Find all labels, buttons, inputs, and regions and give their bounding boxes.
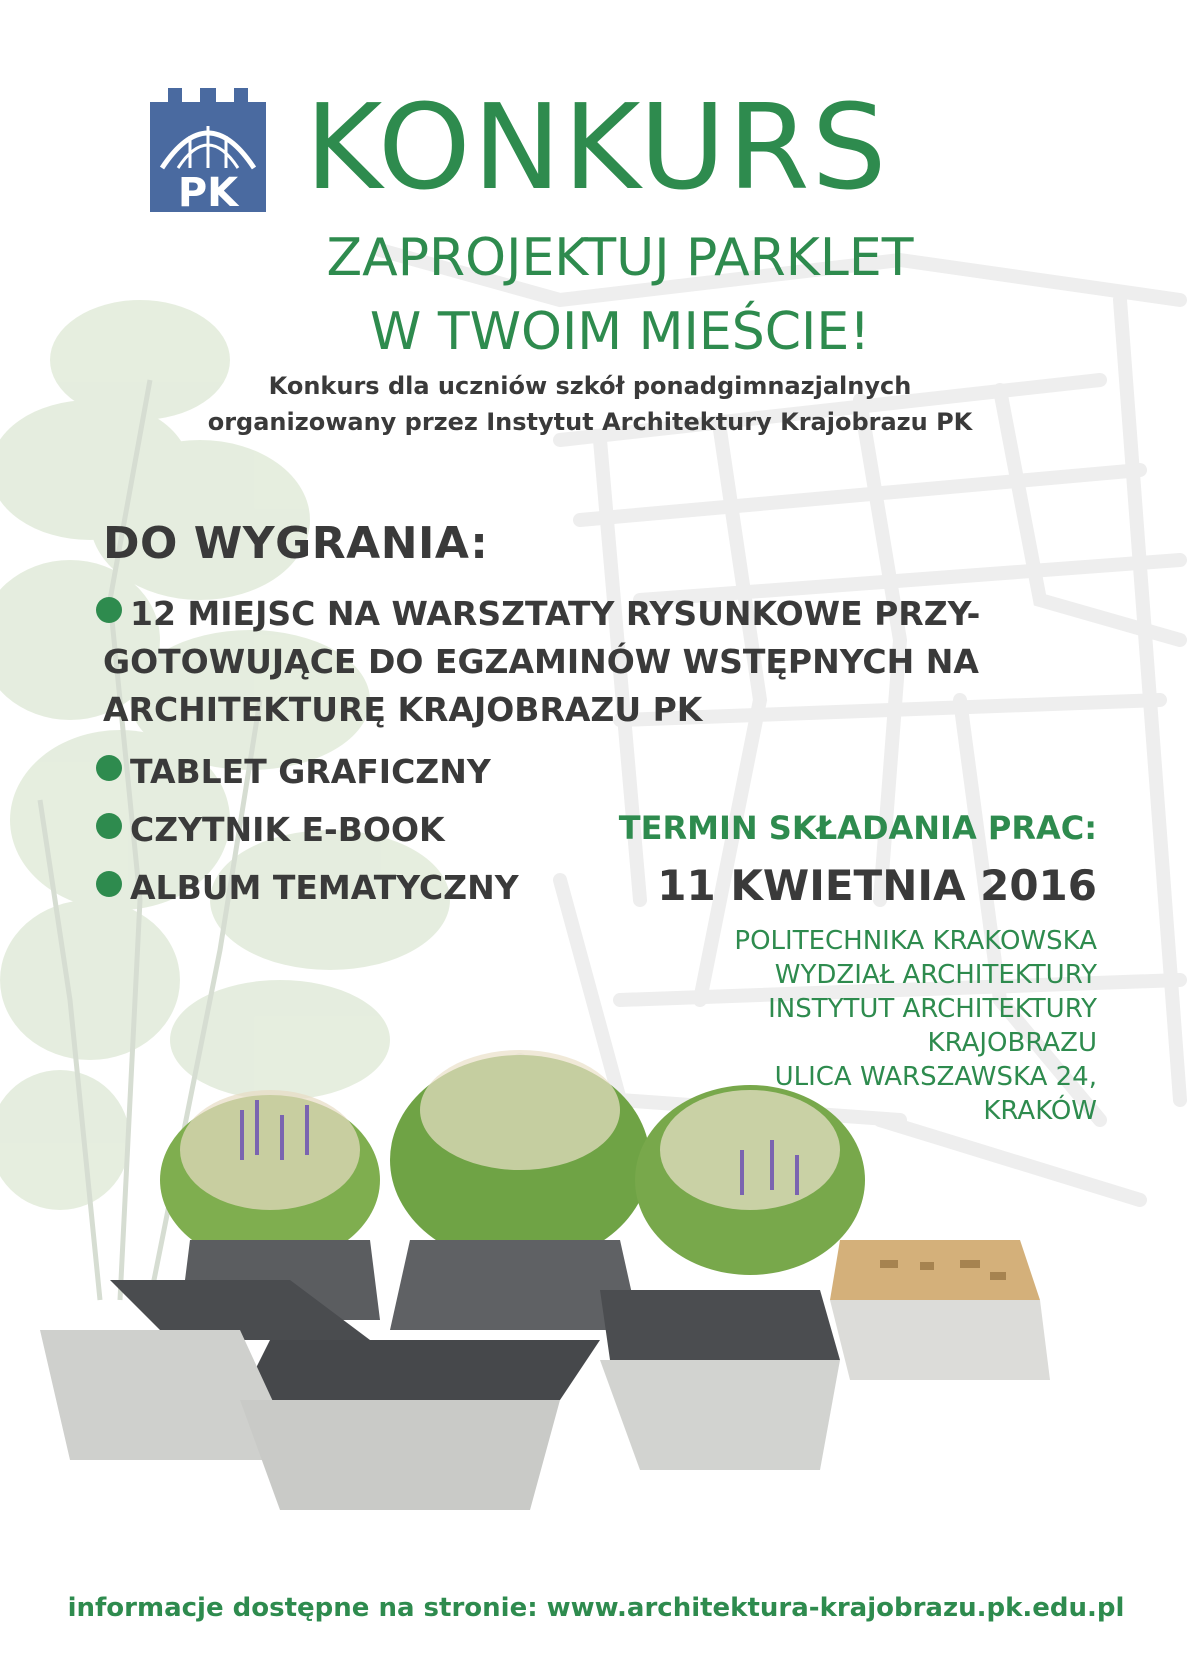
deadline-date: 11 KWIETNIA 2016	[657, 861, 1097, 910]
planter-middle	[390, 1240, 640, 1330]
deck-base	[830, 1300, 1050, 1380]
prize-line: TABLET GRAFICZNY	[130, 752, 491, 791]
pk-logo	[150, 88, 266, 212]
prize-item-ebook	[96, 806, 445, 854]
prize-line: ALBUM TEMATYCZNY	[130, 868, 519, 907]
address-line: POLITECHNIKA KRAKOWSKA	[734, 926, 1097, 956]
intro-line-2: organizowany przez Instytut Architektury Krajobrazu PK	[207, 408, 973, 436]
bench-seat-middle	[240, 1340, 600, 1400]
concrete-block-right	[600, 1360, 840, 1470]
prize-line-continued: ARCHITEKTURĘ KRAJOBRAZU PK	[103, 690, 703, 729]
subtitle-line-1: ZAPROJEKTUJ PARKLET	[326, 228, 914, 288]
footer-website-info: informacje dostępne na stronie: www.architektura-krajobrazu.pk.edu.pl	[67, 1593, 1125, 1623]
prizes-heading: DO WYGRANIA:	[103, 518, 489, 569]
prize-line: CZYTNIK E-BOOK	[130, 810, 445, 849]
deadline-label: TERMIN SKŁADANIA PRAC:	[618, 809, 1097, 847]
concrete-block-middle	[240, 1400, 560, 1510]
bench-seat-right	[600, 1290, 840, 1360]
page-title: KONKURS	[305, 78, 889, 216]
prize-item-tablet	[96, 748, 491, 796]
intro-line-1: Konkurs dla uczniów szkół ponadgimnazjalnych	[268, 372, 912, 400]
address-line: KRAJOBRAZU	[927, 1028, 1097, 1058]
prize-line-continued: GOTOWUJĄCE DO EGZAMINÓW WSTĘPNYCH NA	[103, 642, 979, 681]
prize-item-album	[96, 864, 519, 912]
bullet-icon	[96, 755, 122, 781]
logo-text: PK	[177, 170, 239, 212]
address-line: KRAKÓW	[983, 1096, 1097, 1126]
address-line: INSTYTUT ARCHITEKTURY	[768, 994, 1097, 1024]
bullet-icon	[96, 597, 122, 623]
address-line: ULICA WARSZAWSKA 24,	[774, 1062, 1097, 1092]
prize-item-workshops	[96, 590, 980, 638]
address-line: WYDZIAŁ ARCHITEKTURY	[774, 960, 1097, 990]
subtitle-line-2: W TWOIM MIEŚCIE!	[369, 302, 871, 362]
prize-line: 12 MIEJSC NA WARSZTATY RYSUNKOWE PRZY-	[130, 594, 981, 633]
bullet-icon	[96, 813, 122, 839]
parklet-illustration	[40, 1040, 1160, 1520]
bullet-icon	[96, 871, 122, 897]
wooden-deck	[830, 1240, 1040, 1300]
